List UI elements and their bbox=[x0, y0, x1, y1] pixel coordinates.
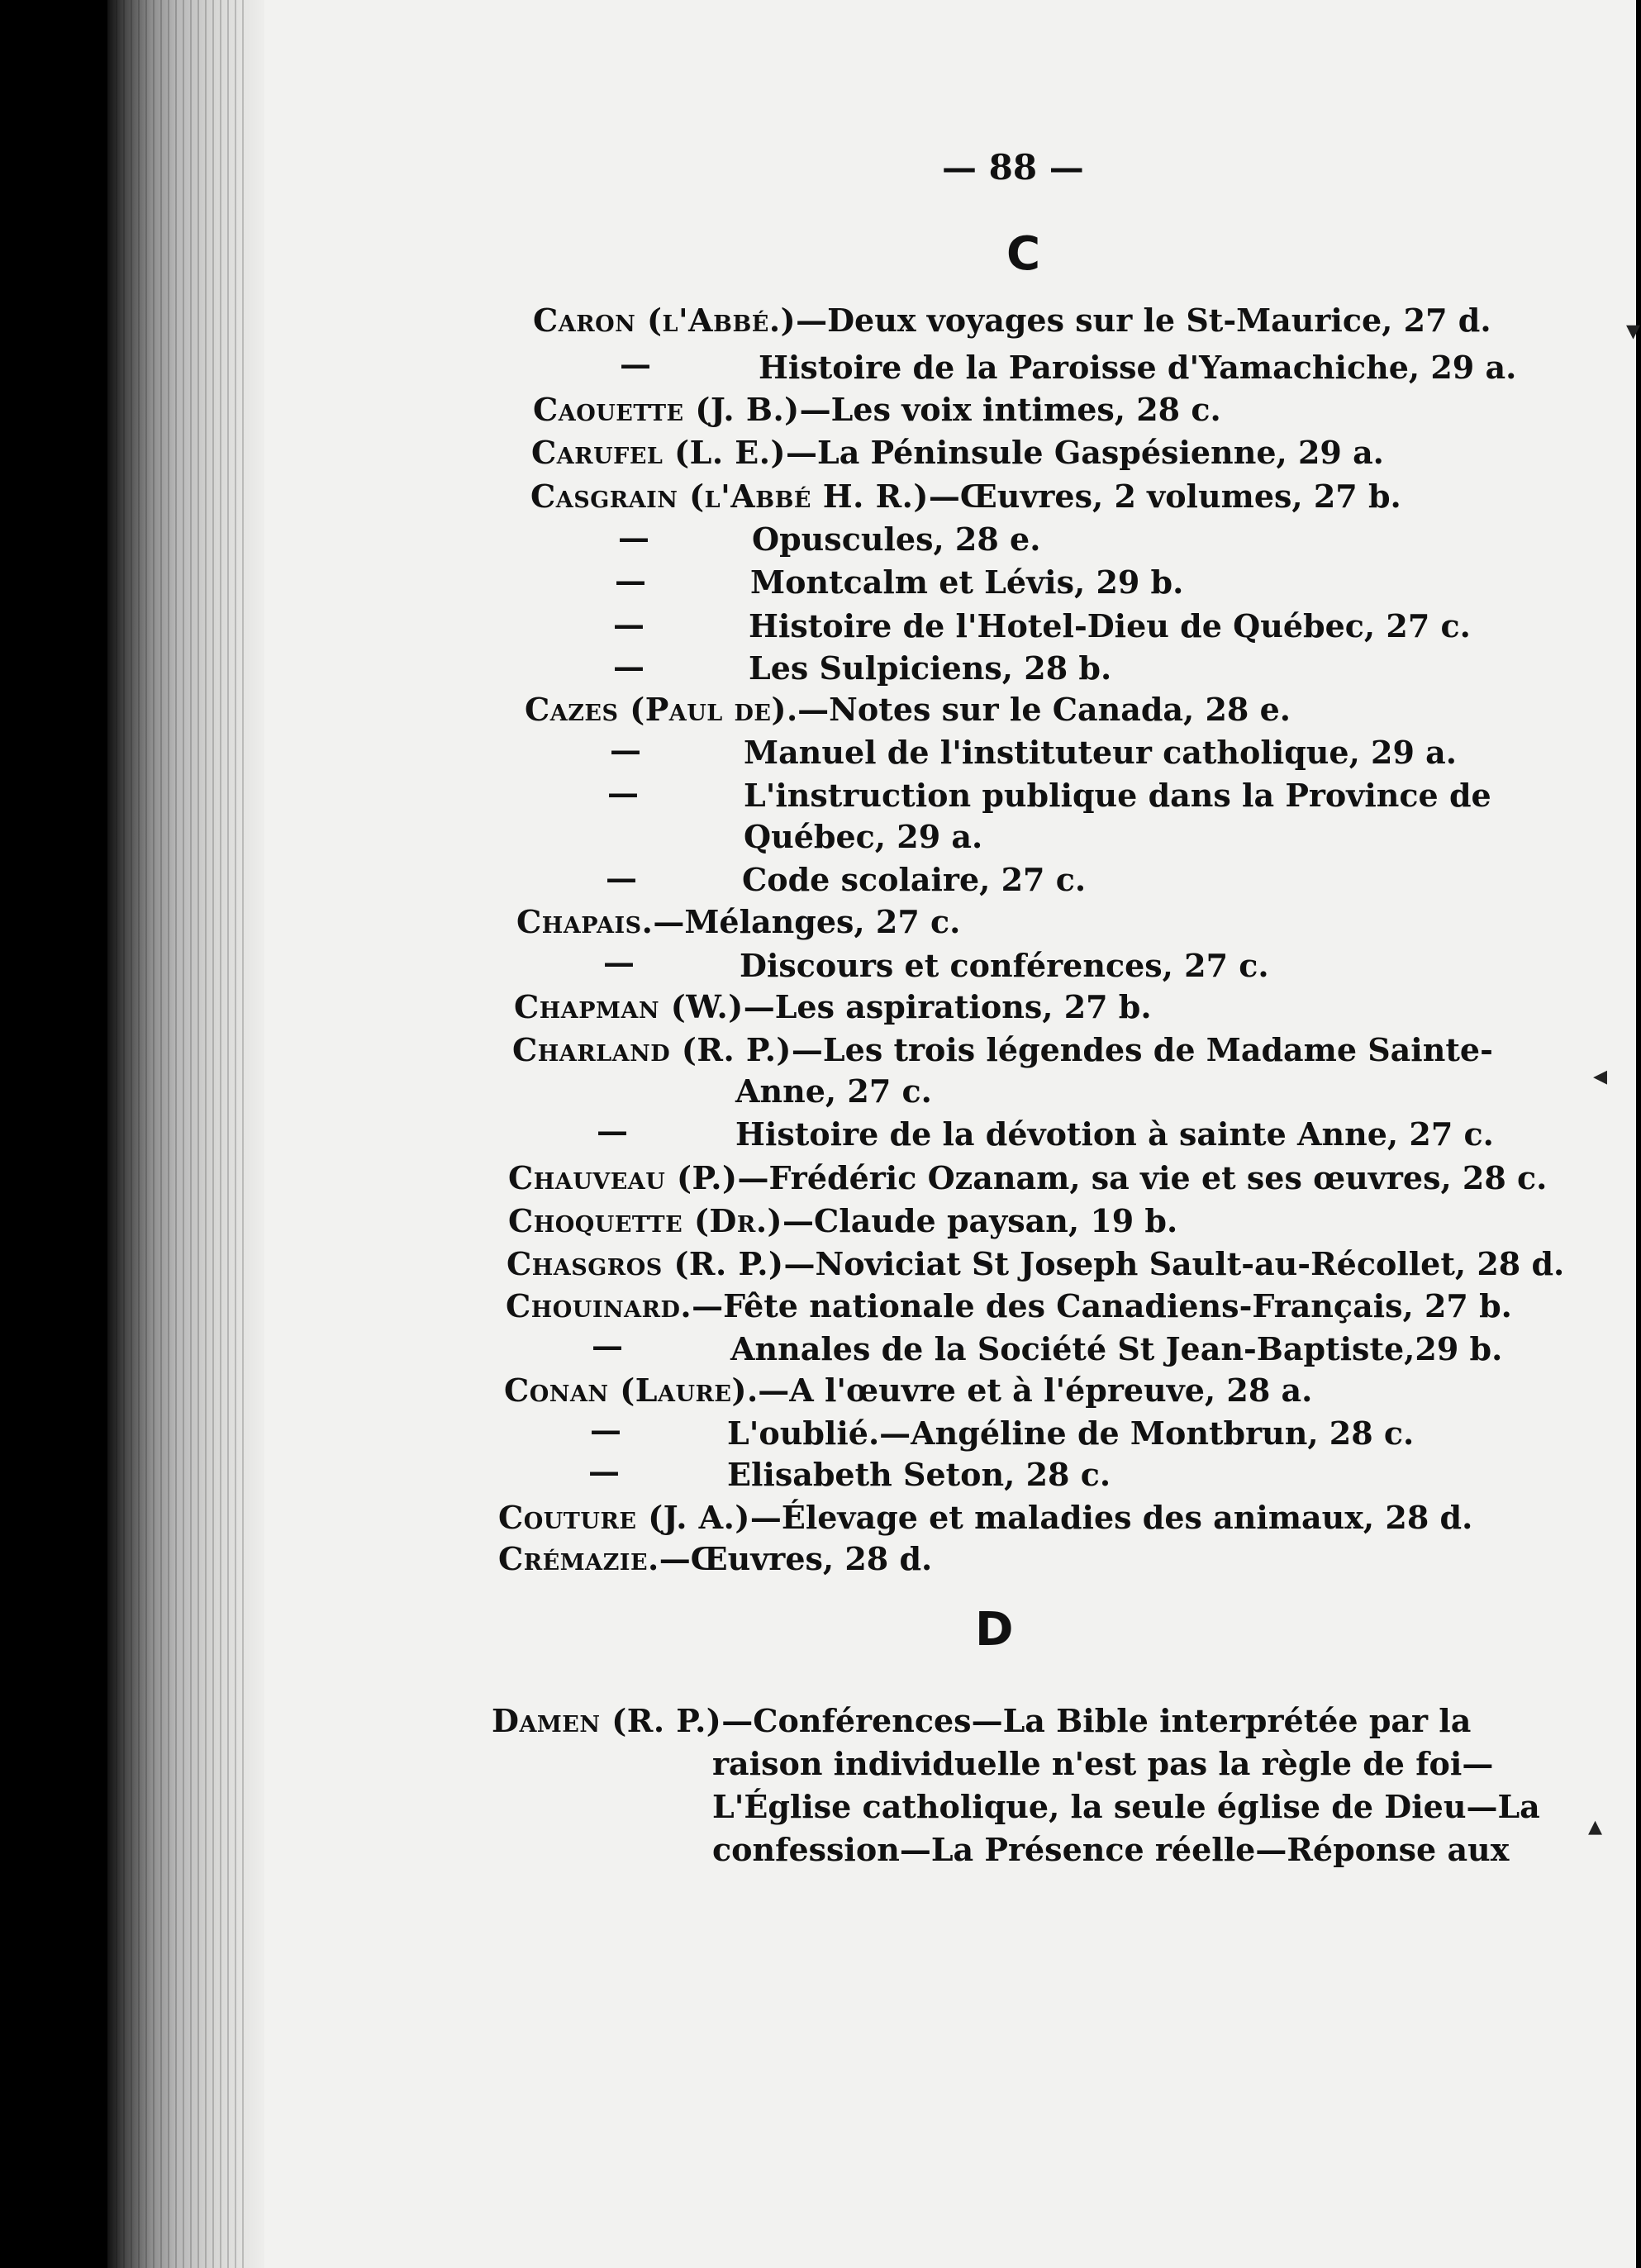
ditto-dash: — bbox=[607, 774, 639, 811]
entry-line: Crémazie.—Œuvres, 28 d. bbox=[498, 1540, 933, 1577]
entry-line: L'instruction publique dans la Province de bbox=[744, 777, 1491, 814]
entry-line: Choquette (Dr.)—Claude paysan, 19 b. bbox=[508, 1202, 1178, 1239]
entry-line: Montcalm et Lévis, 29 b. bbox=[750, 563, 1184, 601]
scan-speck: ▴ bbox=[1588, 1809, 1603, 1842]
ditto-dash: — bbox=[613, 648, 645, 685]
ditto-dash: — bbox=[613, 606, 645, 643]
page-number: — 88 — bbox=[942, 147, 1084, 188]
entry-line: Chapais.—Mélanges, 27 c. bbox=[516, 903, 961, 940]
entry-line: Chapman (W.)—Les aspirations, 27 b. bbox=[514, 988, 1152, 1025]
entry-line: L'oublié.—Angéline de Montbrun, 28 c. bbox=[727, 1415, 1415, 1452]
entry-line: Histoire de la dévotion à sainte Anne, 27 c. bbox=[735, 1115, 1494, 1153]
entry-line: Les Sulpiciens, 28 b. bbox=[749, 649, 1112, 687]
ditto-dash: — bbox=[592, 1327, 623, 1364]
entry-line: Québec, 29 a. bbox=[744, 818, 983, 855]
ditto-dash: — bbox=[620, 345, 651, 383]
entry-line: Chauveau (P.)—Frédéric Ozanam, sa vie et ses œuvres, 28 c. bbox=[508, 1159, 1548, 1196]
entry-line: Manuel de l'instituteur catholique, 29 a. bbox=[744, 734, 1458, 771]
entry-line: Chouinard.—Fête nationale des Canadiens-Français, 27 b. bbox=[506, 1287, 1512, 1324]
entry-line: Code scolaire, 27 c. bbox=[742, 861, 1087, 898]
entry-line: raison individuelle n'est pas la règle de foi— bbox=[712, 1745, 1494, 1782]
entry-line: Chasgros (R. P.)—Noviciat St Joseph Sault-au-Récollet, 28 d. bbox=[507, 1245, 1565, 1282]
entry-line: Anne, 27 c. bbox=[735, 1072, 932, 1110]
ditto-dash: — bbox=[610, 731, 641, 768]
entry-line: Damen (R. P.)—Conférences—La Bible interprétée par la bbox=[492, 1702, 1472, 1739]
ditto-dash: — bbox=[597, 1112, 628, 1149]
page-edge-lines bbox=[116, 0, 248, 2268]
entry-line: confession—La Présence réelle—Réponse aux bbox=[712, 1831, 1510, 1868]
entry-line: Caron (l'Abbé.)—Deux voyages sur le St-Maurice, 27 d. bbox=[533, 302, 1491, 339]
scan-speck: ▾ bbox=[1626, 314, 1641, 347]
entry-line: Cazes (Paul de).—Notes sur le Canada, 28 e. bbox=[525, 691, 1291, 728]
section-heading-d: D bbox=[975, 1603, 1014, 1657]
ditto-dash: — bbox=[590, 1411, 621, 1448]
entry-line: Caouette (J. B.)—Les voix intimes, 28 c. bbox=[533, 391, 1221, 428]
entry-line: Opuscules, 28 e. bbox=[752, 521, 1041, 558]
section-heading-c: C bbox=[1006, 227, 1041, 281]
entry-line: Carufel (L. E.)—La Péninsule Gaspésienne, 29 a. bbox=[531, 434, 1384, 471]
ditto-dash: — bbox=[603, 944, 635, 981]
ditto-dash: — bbox=[606, 859, 637, 896]
entry-line: Discours et conférences, 27 c. bbox=[740, 947, 1269, 984]
entry-line: Histoire de la Paroisse d'Yamachiche, 29 a. bbox=[759, 349, 1517, 386]
entry-line: Elisabeth Seton, 28 c. bbox=[727, 1456, 1111, 1493]
ditto-dash: — bbox=[615, 562, 646, 599]
entry-line: Casgrain (l'Abbé H. R.)—Œuvres, 2 volumes, 27 b. bbox=[530, 478, 1401, 515]
ditto-dash: — bbox=[618, 519, 649, 556]
entry-line: Couture (J. A.)—Élevage et maladies des animaux, 28 d. bbox=[498, 1499, 1473, 1536]
entry-line: L'Église catholique, la seule église de Dieu—La bbox=[712, 1788, 1540, 1825]
entry-line: Histoire de l'Hotel-Dieu de Québec, 27 c. bbox=[749, 607, 1471, 644]
entry-line: Annales de la Société St Jean-Baptiste,29 b. bbox=[730, 1330, 1503, 1367]
ditto-dash: — bbox=[588, 1453, 620, 1490]
entry-line: Conan (Laure).—A l'œuvre et à l'épreuve, 28 a. bbox=[504, 1372, 1313, 1409]
scan-speck: ◂ bbox=[1593, 1059, 1608, 1092]
entry-line: Charland (R. P.)—Les trois légendes de Madame Sainte- bbox=[512, 1031, 1493, 1068]
